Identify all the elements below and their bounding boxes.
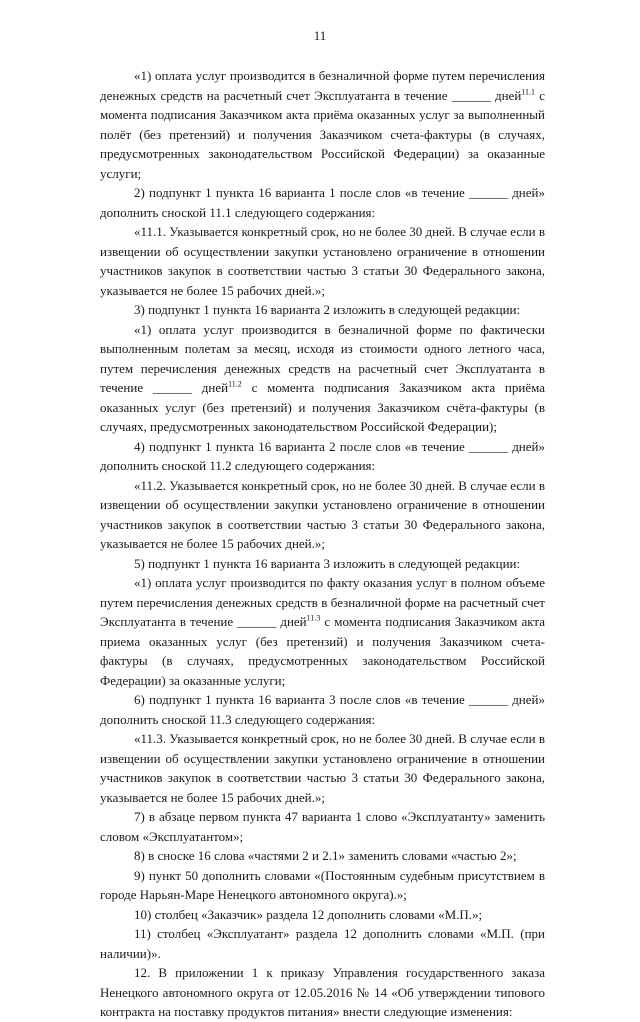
footnote-mark-11-1: 11.1 <box>521 87 535 97</box>
paragraph-item-5: 5) подпункт 1 пункта 16 варианта 3 изложить в следующей редакции: <box>134 555 521 571</box>
footnote-text-11-2: «11.2. Указывается конкретный срок, но не более 30 дней. В случае если в извещении об осуществлении закупки установлено ограничение в отношении участников закупок в соответствии частью 3 статьи 30 Федерального закона, указывается не более 15 рабочих дней.»; <box>100 477 545 551</box>
paragraph-item-7: 7) в абзаце первом пункта 47 варианта 1 слово «Эксплуатанту» заменить словом «Эксплуатантом»; <box>100 809 545 844</box>
paragraph-subitem-1-variant-3: «1) оплата услуг производится по факту оказания услуг в полном объеме путем перечисления денежных средств в безналичной форме на расчетный счет Эксплуатанта в течение ______ дней$^{11.3}$ с момента подписания Заказчиком акта приема оказанных услуг (без претензий) и получения Заказчиком счета-фактуры (в случаях, предусмотренных законодательством Российской Федерации) за оказанные услуги; <box>100 575 545 688</box>
paragraph-subitem-1-variant-2: «1) оплата услуг производится в безналичной форме по фактически выполненным полетам за месяц, исходя из стоимости одного летного часа, путем перечисления денежных средств на расчетный счет Эксплуатанта в течение ______ дней$^{11.2}$ с момента подписания Заказчиком акта приёма оказанных услуг (без претензий) и получения Заказчиком счёта-фактуры (в случаях, предусмотренных законодательством Российской Федерации); <box>100 321 545 434</box>
paragraph-item-10: 10) столбец «Заказчик» раздела 12 дополнить словами «М.П.»; <box>134 906 483 922</box>
page-number: 11 <box>313 28 327 43</box>
paragraph-item-3: 3) подпункт 1 пункта 16 варианта 2 изложить в следующей редакции: <box>134 302 521 317</box>
paragraph-item-4: 4) подпункт 1 пункта 16 варианта 2 после слов «в течение ______ дней» дополнить сноской 11.2 следующего содержания: <box>100 438 545 473</box>
paragraph-subitem-1-variant-1: «1) оплата услуг производится в безналичной форме путем перечисления денежных средств на расчетный счет Эксплуатанта в течение ______ дней$^{11.1}$ с момента подписания Заказчиком акта приёма оказанных услуг за выполненный полёт (без претензий) и получения Заказчиком счета-фактуры (в случаях, предусмотренных законодательством Российской Федерации) за оказанные услуги; <box>100 68 545 181</box>
paragraph-item-2: 2) подпункт 1 пункта 16 варианта 1 после слов «в течение ______ дней» дополнить сноской 11.1 следующего содержания: <box>100 185 545 220</box>
footnote-mark-11-3: 11.3 <box>306 613 321 623</box>
paragraph-item-8: 8) в сноске 16 слова «частями 2 и 2.1» заменить словами «частью 2»; <box>134 848 517 863</box>
paragraph-item-9: 9) пункт 50 дополнить словами «(Постоянным судебным присутствием в городе Нарьян-Маре Ненецкого автономного округа).»; <box>100 867 545 902</box>
document-body <box>100 66 545 1022</box>
paragraph-item-6: 6) подпункт 1 пункта 16 варианта 3 после слов «в течение ______ дней» дополнить сноской 11.3 следующего содержания: <box>100 692 545 727</box>
paragraph-section-12: 12. В приложении 1 к приказу Управления государственного заказа Ненецкого автономного округа от 12.05.2016 № 14 «Об утверждении типового контракта на поставку продуктов питания» внести следующие изменения: <box>100 965 545 1019</box>
paragraph-item-11: 11) столбец «Эксплуатант» раздела 12 дополнить словами «М.П. (при наличии)». <box>100 926 545 961</box>
footnote-mark-11-2: 11.2 <box>228 379 242 389</box>
footnote-text-11-3: «11.3. Указывается конкретный срок, но не более 30 дней. В случае если в извещении об осуществлении закупки установлено ограничение в отношении участников закупок в соответствии частью 3 статьи 30 Федерального закона, указывается не более 15 рабочих дней.»; <box>100 731 545 805</box>
footnote-text-11-1: «11.1. Указывается конкретный срок, но не более 30 дней. В случае если в извещении об осуществлении закупки установлено ограничение в отношении участников закупок в соответствии частью 3 статьи 30 Федерального закона, указывается не более 15 рабочих дней.»; <box>100 224 545 298</box>
